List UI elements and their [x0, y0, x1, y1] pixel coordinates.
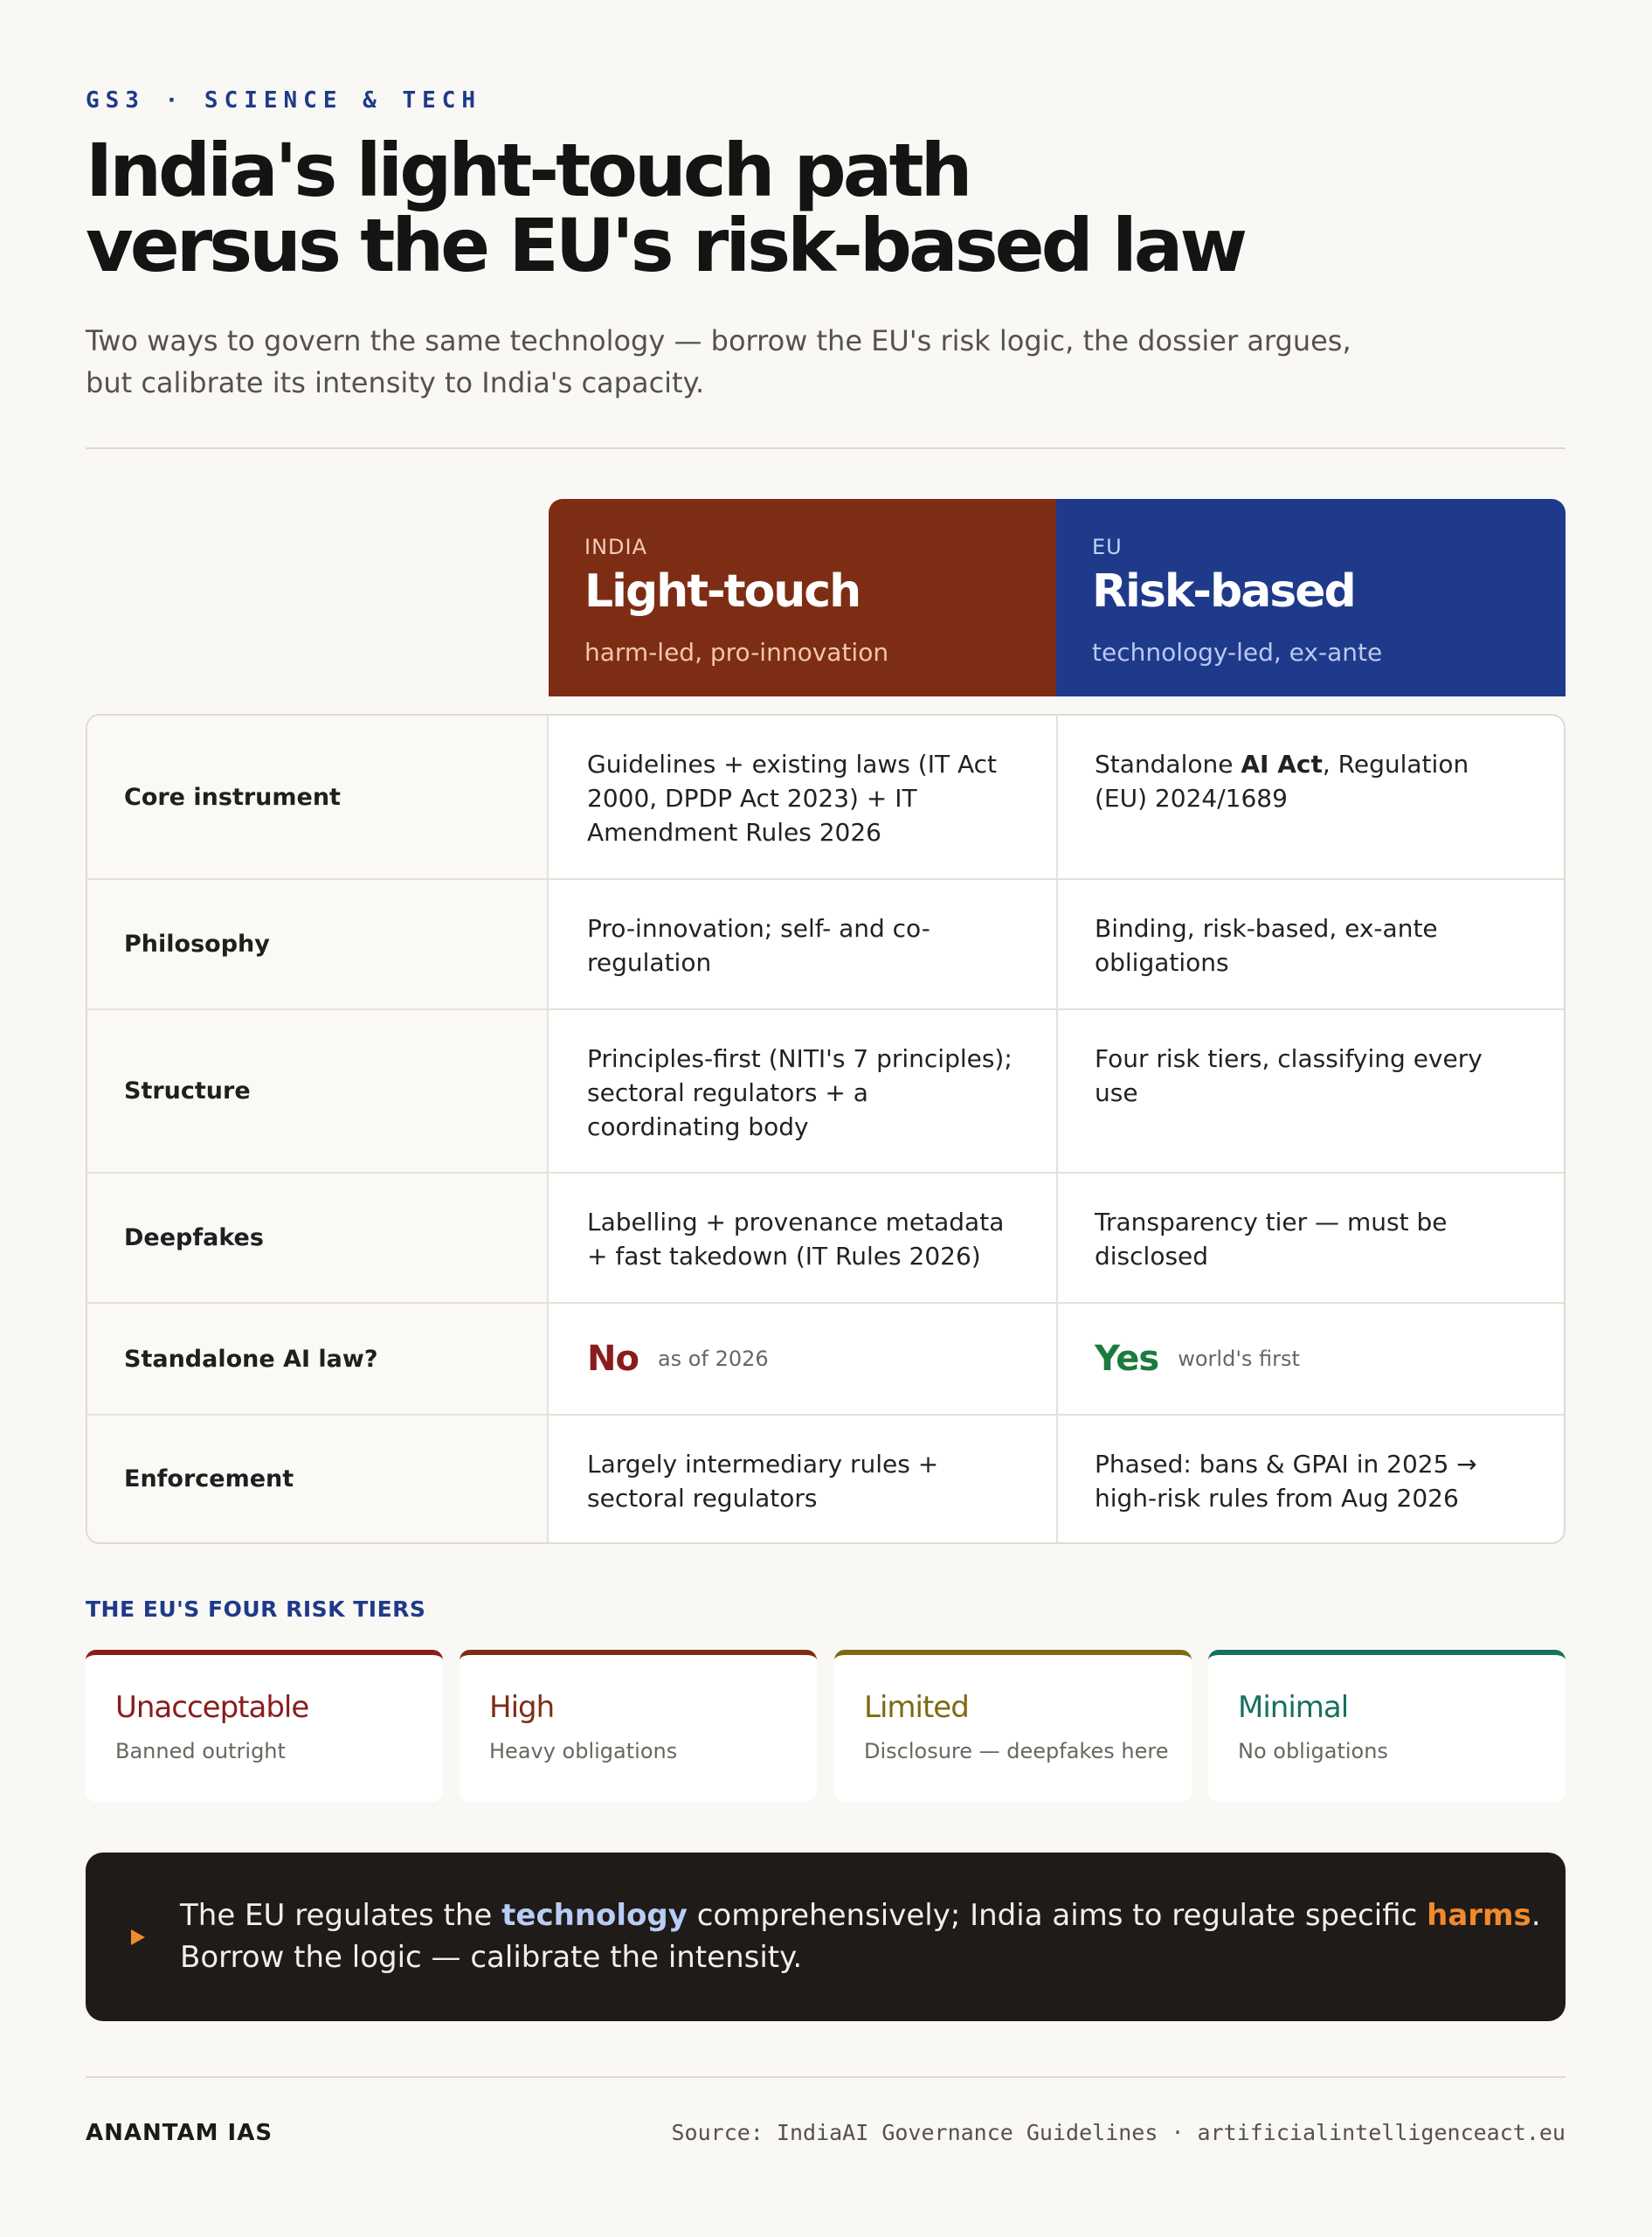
india-cell — [550, 1174, 1058, 1302]
tier-name: Limited — [864, 1690, 969, 1725]
india-answer-badge: No — [587, 1339, 639, 1379]
eu-cell-text — [1095, 747, 1529, 815]
column-name-eu: Risk-based — [1092, 565, 1355, 618]
column-header-eu — [1056, 499, 1566, 696]
eu-answer-note: world's first — [1178, 1347, 1300, 1371]
takeaway-part-1: The EU regulates the — [180, 1898, 502, 1933]
row-label: Standalone AI law? — [87, 1304, 549, 1414]
table-row — [87, 1172, 1564, 1302]
india-cell — [550, 1416, 1058, 1542]
tier-card-unacceptable — [86, 1650, 443, 1802]
column-name-india: Light-touch — [584, 565, 861, 618]
table-row — [87, 1414, 1564, 1542]
comparison-table — [86, 714, 1566, 1544]
subtitle-line-1: Two ways to govern the same technology — borrow the EU's risk logic, the dossier argues, — [86, 324, 1351, 357]
column-tag-eu: EU — [1092, 535, 1123, 559]
india-cell-text: Guidelines + existing laws (IT Act 2000, DPDP Act 2023) + IT Amendment Rules 2026 — [587, 750, 997, 847]
table-row — [87, 716, 1564, 878]
row-label: Deepfakes — [87, 1174, 549, 1302]
column-header-india — [549, 499, 1056, 696]
kicker: GS3 · SCIENCE & TECH — [86, 87, 482, 114]
column-tag-india: INDIA — [584, 535, 648, 559]
india-cell-text: Labelling + provenance metadata + fast takedown (IT Rules 2026) — [587, 1208, 1005, 1271]
eu-text-post: , Regulation (EU) 2024/1689 — [1095, 750, 1469, 813]
eu-cell-text: Binding, risk-based, ex-ante obligations — [1095, 914, 1438, 977]
eu-cell — [1058, 716, 1564, 878]
source-note: Source: IndiaAI Governance Guidelines · artificialintelligenceact.eu — [671, 2120, 1566, 2145]
row-label: Enforcement — [87, 1416, 549, 1542]
page-title — [86, 128, 1483, 288]
eu-cell — [1058, 1010, 1564, 1172]
tier-desc: Heavy obligations — [489, 1739, 678, 1763]
tier-card-minimal — [1208, 1650, 1566, 1802]
takeaway-callout — [86, 1853, 1566, 2021]
takeaway-line-1 — [180, 1894, 1543, 1936]
india-cell-text: Pro-innovation; self- and co-regulation — [587, 914, 930, 977]
eu-cell — [1058, 880, 1564, 1008]
highlight-technology: technology — [501, 1898, 688, 1933]
eu-cell-text: Transparency tier — must be disclosed — [1095, 1208, 1448, 1271]
eu-cell — [1058, 1416, 1564, 1542]
divider-bottom — [86, 2076, 1566, 2078]
tier-card-limited — [834, 1650, 1192, 1802]
india-cell — [550, 1010, 1058, 1172]
takeaway-part-2: comprehensively; India aims to regulate specific — [687, 1898, 1427, 1933]
tier-desc: No obligations — [1238, 1739, 1388, 1763]
eu-cell — [1058, 1174, 1564, 1302]
india-cell — [550, 716, 1058, 878]
brand-name: ANANTAM IAS — [86, 2120, 273, 2146]
divider-top — [86, 447, 1566, 449]
tier-card-high — [460, 1650, 817, 1802]
eu-text-pre: Standalone — [1095, 750, 1241, 779]
title-line-1: India's light-touch path — [86, 128, 970, 213]
row-label: Core instrument — [87, 716, 549, 878]
row-label: Philosophy — [87, 880, 549, 1008]
column-desc-eu: technology-led, ex-ante — [1092, 638, 1383, 667]
column-desc-india: harm-led, pro-innovation — [584, 638, 889, 667]
table-row — [87, 1008, 1564, 1172]
takeaway-text — [180, 1894, 1543, 1978]
takeaway-line-2: Borrow the logic — calibrate the intensity. — [180, 1940, 803, 1975]
play-arrow-icon — [131, 1929, 145, 1945]
subtitle-line-2: but calibrate its intensity to India's capacity. — [86, 366, 705, 399]
tier-desc: Disclosure — deepfakes here — [864, 1739, 1169, 1763]
tier-name: Minimal — [1238, 1690, 1349, 1725]
tier-desc: Banned outright — [115, 1739, 286, 1763]
table-row — [87, 878, 1564, 1008]
india-cell-text: Principles-first (NITI's 7 principles); sectoral regulators + a coordinating body — [587, 1044, 1013, 1141]
india-cell — [550, 1304, 1058, 1414]
india-cell-text: Largely intermediary rules + sectoral regulators — [587, 1450, 939, 1513]
tier-name: Unacceptable — [115, 1690, 309, 1725]
eu-text-bold: AI Act — [1241, 750, 1323, 779]
table-row — [87, 1302, 1564, 1414]
risk-tiers-heading: THE EU'S FOUR RISK TIERS — [86, 1596, 426, 1622]
row-label: Structure — [87, 1010, 549, 1172]
title-line-2: versus the EU's risk-based law — [86, 203, 1245, 288]
india-cell — [550, 880, 1058, 1008]
india-answer-note: as of 2026 — [657, 1347, 769, 1371]
eu-cell — [1058, 1304, 1564, 1414]
eu-cell-text: Phased: bans & GPAI in 2025 → high-risk rules from Aug 2026 — [1095, 1450, 1477, 1513]
tier-name: High — [489, 1690, 555, 1725]
takeaway-part-3: . — [1531, 1898, 1541, 1933]
eu-cell-text: Four risk tiers, classifying every use — [1095, 1044, 1483, 1107]
highlight-harms: harms — [1427, 1898, 1531, 1933]
subtitle — [86, 320, 1396, 404]
eu-answer-badge: Yes — [1095, 1339, 1159, 1379]
